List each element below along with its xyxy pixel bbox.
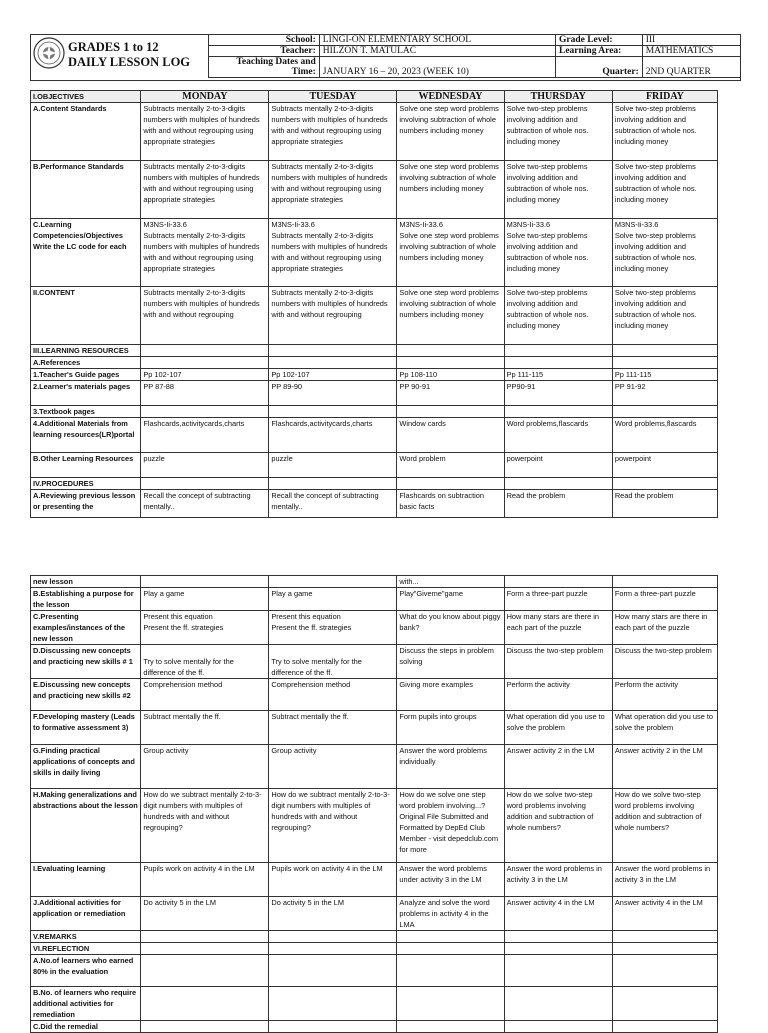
table-cell <box>269 357 397 369</box>
school-label: School: <box>209 35 320 46</box>
table-cell: How many stars are there in each part of the puzzle <box>504 611 612 645</box>
table-cell <box>397 406 504 418</box>
table-cell: Flashcards,activitycards,charts <box>141 418 269 453</box>
table-row <box>31 287 718 345</box>
row-label: C.Did the remedial <box>31 1021 141 1033</box>
table-row <box>31 490 718 518</box>
table-cell <box>269 955 397 987</box>
table-cell <box>397 931 504 943</box>
day-header-thursday: THURSDAY <box>504 91 612 103</box>
table-row <box>31 406 718 418</box>
table-cell <box>141 955 269 987</box>
table-row <box>31 931 718 943</box>
table-row <box>31 369 718 381</box>
table-cell: Form a three-part puzzle <box>504 588 612 611</box>
table-cell: M3NS-Ii-33.6 Subtracts mentally 2-to-3-digits numbers with multiples of hundreds with and without regrouping using appropriate strategies <box>269 219 397 287</box>
table-cell: Solve two-step problems involving addition and subtraction of whole nos. including money <box>612 103 717 161</box>
table-cell: Discuss the two-step problem <box>612 645 717 679</box>
table-row <box>31 987 718 1021</box>
row-label: VI.REFLECTION <box>31 943 141 955</box>
table-cell <box>269 406 397 418</box>
table-cell: How many stars are there in each part of the puzzle <box>612 611 717 645</box>
row-label: B.Other Learning Resources <box>31 453 141 478</box>
document-title <box>68 40 190 70</box>
row-label: B.Establishing a purpose for the lesson <box>31 588 141 611</box>
table-cell <box>612 406 717 418</box>
table-row <box>31 789 718 863</box>
table-row <box>31 381 718 406</box>
table-cell: How do we subtract mentally 2-to-3-digit numbers with multiples of hundreds with and without regrouping? <box>269 789 397 863</box>
table-cell <box>269 478 397 490</box>
learning-area-label: Learning Area: <box>555 46 642 57</box>
table-cell: Perform the activity <box>504 679 612 711</box>
table-cell: Subtracts mentally 2-to-3-digits numbers with multiples of hundreds with and without regrouping using appropriate strategies <box>269 161 397 219</box>
table-cell: Comprehension method <box>141 679 269 711</box>
table-cell: Present this equation Present the ff. strategies <box>269 611 397 645</box>
table-cell: Answer the word problems individually <box>397 745 504 789</box>
table-cell: PP 90-91 <box>397 381 504 406</box>
table-cell <box>397 478 504 490</box>
table-cell <box>141 1021 269 1033</box>
teacher-label: Teacher: <box>209 46 320 57</box>
table-cell: Pp 102-107 <box>141 369 269 381</box>
table-cell: Form pupils into groups <box>397 711 504 745</box>
table-row <box>31 679 718 711</box>
table-cell: How do we subtract mentally 2-to-3-digit numbers with multiples of hundreds with and without regrouping? <box>141 789 269 863</box>
table-cell <box>504 576 612 588</box>
table-cell: Answer activity 2 in the LM <box>612 745 717 789</box>
table-cell <box>141 478 269 490</box>
row-label: E.Discussing new concepts and practicing new skills #2 <box>31 679 141 711</box>
table-cell <box>141 406 269 418</box>
table-cell <box>612 357 717 369</box>
table-cell: Play a game <box>269 588 397 611</box>
table-cell: Try to solve mentally for the difference of the ff. <box>141 645 269 679</box>
table-cell <box>612 478 717 490</box>
table-cell: Form a three-part puzzle <box>612 588 717 611</box>
table-cell: Subtracts mentally 2-to-3-digits numbers with multiples of hundreds with and without regrouping using appropriate strategies <box>141 161 269 219</box>
table-cell: Solve one step word problems involving subtraction of whole numbers including money <box>397 103 504 161</box>
table-row <box>31 345 718 357</box>
row-label: H.Making generalizations and abstractions about the lesson <box>31 789 141 863</box>
table-cell <box>504 955 612 987</box>
table-row <box>31 943 718 955</box>
row-label: D.Discussing new concepts and practicing new skills # 1 <box>31 645 141 679</box>
table-cell <box>141 345 269 357</box>
row-label: A.Reviewing previous lesson or presenting the <box>31 490 141 518</box>
table-cell: Pp 108-110 <box>397 369 504 381</box>
day-header-tuesday: TUESDAY <box>269 91 397 103</box>
table-row <box>31 955 718 987</box>
table-cell <box>612 1021 717 1033</box>
table-cell: PP 89-90 <box>269 381 397 406</box>
table-cell: Read the problem <box>504 490 612 518</box>
table-row <box>31 478 718 490</box>
row-label: A.References <box>31 357 141 369</box>
table-cell: Subtracts mentally 2-to-3-digits numbers with multiples of hundreds with and without regrouping <box>269 287 397 345</box>
table-cell <box>397 987 504 1021</box>
table-row <box>31 745 718 789</box>
table-cell <box>397 357 504 369</box>
row-label: G.Finding practical applications of concepts and skills in daily living <box>31 745 141 789</box>
lesson-table-page1 <box>30 90 718 518</box>
table-row <box>31 103 718 161</box>
table-cell: Play"Giveme"game <box>397 588 504 611</box>
table-cell: PP 91-92 <box>612 381 717 406</box>
table-cell: What do you know about piggy bank? <box>397 611 504 645</box>
dll-header <box>30 34 741 81</box>
table-cell: Word problems,flascards <box>504 418 612 453</box>
table-cell: Solve two-step problems involving addition and subtraction of whole nos. including money <box>504 287 612 345</box>
table-cell <box>612 576 717 588</box>
day-header-monday: MONDAY <box>141 91 269 103</box>
table-cell: Answer activity 4 in the LM <box>612 897 717 931</box>
table-cell: Comprehension method <box>269 679 397 711</box>
table-cell: Answer the word problems under activity 3 in the LM <box>397 863 504 897</box>
table-cell: Solve two-step problems involving addition and subtraction of whole nos. including money <box>504 161 612 219</box>
table-cell <box>269 931 397 943</box>
table-cell: M3NS-Ii-33.6 Solve one step word problems involving subtraction of whole numbers including money <box>397 219 504 287</box>
table-row <box>31 1021 718 1033</box>
table-cell: Answer the word problems in activity 3 in the LM <box>612 863 717 897</box>
grade-level-value: III <box>642 35 740 46</box>
table-cell: puzzle <box>141 453 269 478</box>
table-cell: What operation did you use to solve the problem <box>504 711 612 745</box>
table-row <box>31 576 718 588</box>
row-label: C.Learning Competencies/Objectives Write the LC code for each <box>31 219 141 287</box>
table-cell <box>269 943 397 955</box>
table-cell: Try to solve mentally for the difference of the ff. <box>269 645 397 679</box>
table-cell: Discuss the two-step problem <box>504 645 612 679</box>
table-row <box>31 219 718 287</box>
table-cell: Solve two-step problems involving addition and subtraction of whole nos. including money <box>612 161 717 219</box>
row-label: 3.Textbook pages <box>31 406 141 418</box>
table-cell: Pupils work on activity 4 in the LM <box>269 863 397 897</box>
table-row <box>31 897 718 931</box>
table-cell <box>397 345 504 357</box>
table-cell <box>141 931 269 943</box>
table-cell <box>612 943 717 955</box>
table-cell <box>269 576 397 588</box>
table-cell: Word problems,flascards <box>612 418 717 453</box>
table-cell: Play a game <box>141 588 269 611</box>
row-label: II.CONTENT <box>31 287 141 345</box>
table-cell: Solve one step word problems involving subtraction of whole numbers including money <box>397 287 504 345</box>
table-cell <box>612 955 717 987</box>
table-cell: How do we solve one step word problem involving...? Original File Submitted and Formatted by DepEd Club Member - visit depedclub.com for more <box>397 789 504 863</box>
table-cell: Discuss the steps in problem solving <box>397 645 504 679</box>
table-cell: Pupils work on activity 4 in the LM <box>141 863 269 897</box>
table-cell: What operation did you use to solve the problem <box>612 711 717 745</box>
table-cell: Perform the activity <box>612 679 717 711</box>
table-cell: How do we solve two-step word problems involving addition and subtraction of whole numbers? <box>504 789 612 863</box>
table-cell: Answer activity 2 in the LM <box>504 745 612 789</box>
lesson-table-page2 <box>30 575 718 1033</box>
table-cell: Group activity <box>141 745 269 789</box>
table-cell: Flashcards,activitycards,charts <box>269 418 397 453</box>
table-cell: Flashcards on subtraction basic facts <box>397 490 504 518</box>
row-label: 1.Teacher's Guide pages <box>31 369 141 381</box>
table-cell: Solve two-step problems involving addition and subtraction of whole nos. including money <box>612 287 717 345</box>
table-row <box>31 453 718 478</box>
table-cell: How do we solve two-step word problems involving addition and subtraction of whole numbers? <box>612 789 717 863</box>
table-cell: M3NS-Ii-33.6 Solve two-step problems involving addition and subtraction of whole nos. including money <box>504 219 612 287</box>
table-row <box>31 418 718 453</box>
table-cell <box>397 943 504 955</box>
table-cell: Answer the word problems in activity 3 in the LM <box>504 863 612 897</box>
day-header-wednesday: WEDNESDAY <box>397 91 504 103</box>
row-label: IV.PROCEDURES <box>31 478 141 490</box>
row-label: A.No.of learners who earned 80% in the evaluation <box>31 955 141 987</box>
table-cell: PP90-91 <box>504 381 612 406</box>
table-cell <box>504 943 612 955</box>
row-label: new lesson <box>31 576 141 588</box>
table-cell: Subtract mentally the ff. <box>269 711 397 745</box>
header-info-table <box>208 34 741 78</box>
quarter-label: Quarter: <box>555 57 642 78</box>
objectives-header: I.OBJECTIVES <box>31 91 141 103</box>
table-cell <box>397 1021 504 1033</box>
table-cell <box>612 345 717 357</box>
quarter-value: 2ND QUARTER <box>642 57 740 78</box>
row-label: 4.Additional Materials from learning resources(LR)portal <box>31 418 141 453</box>
row-label: J.Additional activities for application or remediation <box>31 897 141 931</box>
table-row <box>31 711 718 745</box>
table-cell: Pp 111-115 <box>504 369 612 381</box>
row-label: B.No. of learners who require additional activities for remediation <box>31 987 141 1021</box>
table-cell <box>504 357 612 369</box>
table-cell: Do activity 5 in the LM <box>269 897 397 931</box>
table-cell: Recall the concept of subtracting mentally.. <box>141 490 269 518</box>
table-cell: Word problem <box>397 453 504 478</box>
row-label: F.Developing mastery (Leads to formative assessment 3) <box>31 711 141 745</box>
table-cell: Pp 111-115 <box>612 369 717 381</box>
row-label: III.LEARNING RESOURCES <box>31 345 141 357</box>
row-label: B.Performance Standards <box>31 161 141 219</box>
table-row <box>31 645 718 679</box>
table-row <box>31 863 718 897</box>
table-cell: Subtracts mentally 2-to-3-digits numbers with multiples of hundreds with and without regrouping <box>141 287 269 345</box>
table-cell <box>141 357 269 369</box>
table-cell: Recall the concept of subtracting mentally.. <box>269 490 397 518</box>
table-cell: Window cards <box>397 418 504 453</box>
table-cell: Group activity <box>269 745 397 789</box>
table-cell: with... <box>397 576 504 588</box>
row-label: 2.Learner's materials pages <box>31 381 141 406</box>
table-cell: puzzle <box>269 453 397 478</box>
table-cell <box>269 987 397 1021</box>
table-cell <box>504 931 612 943</box>
table-cell <box>504 1021 612 1033</box>
dates-label: Teaching Dates and Time: <box>209 57 320 78</box>
row-label: A.Content Standards <box>31 103 141 161</box>
school-value: LINGI-ON ELEMENTARY SCHOOL <box>319 35 555 46</box>
teacher-value: HILZON T. MATULAC <box>319 46 555 57</box>
table-cell: Pp 102-107 <box>269 369 397 381</box>
table-cell: Solve one step word problems involving subtraction of whole numbers including money <box>397 161 504 219</box>
table-cell: powerpoint <box>612 453 717 478</box>
day-header-friday: FRIDAY <box>612 91 717 103</box>
dates-value: JANUARY 16 – 20, 2023 (WEEK 10) <box>319 57 555 78</box>
table-cell <box>269 1021 397 1033</box>
table-cell: Subtracts mentally 2-to-3-digits numbers with multiples of hundreds with and without regrouping using appropriate strategies <box>269 103 397 161</box>
row-label: I.Evaluating learning <box>31 863 141 897</box>
table-cell <box>612 987 717 1021</box>
row-label: C.Presenting examples/instances of the new lesson <box>31 611 141 645</box>
table-cell: powerpoint <box>504 453 612 478</box>
row-label: V.REMARKS <box>31 931 141 943</box>
table-cell: Do activity 5 in the LM <box>141 897 269 931</box>
table-cell <box>504 478 612 490</box>
learning-area-value: MATHEMATICS <box>642 46 740 57</box>
table-cell: M3NS-Ii-33.6 Subtracts mentally 2-to-3-digits numbers with multiples of hundreds with and without regrouping using appropriate strategies <box>141 219 269 287</box>
title-line-1: GRADES 1 to 12 <box>68 40 159 54</box>
table-cell <box>612 931 717 943</box>
table-cell: PP 87-88 <box>141 381 269 406</box>
table-cell: M3NS-Ii-33.6 Solve two-step problems involving addition and subtraction of whole nos. including money <box>612 219 717 287</box>
table-cell <box>397 955 504 987</box>
table-row <box>31 611 718 645</box>
table-cell <box>141 987 269 1021</box>
table-cell: Subtract mentally the ff. <box>141 711 269 745</box>
title-line-2: DAILY LESSON LOG <box>68 55 191 69</box>
table-row <box>31 357 718 369</box>
grade-level-label: Grade Level: <box>555 35 642 46</box>
table-cell: Answer activity 4 in the LM <box>504 897 612 931</box>
table-cell <box>504 345 612 357</box>
table-cell <box>504 406 612 418</box>
table-cell <box>141 576 269 588</box>
table-cell: Subtracts mentally 2-to-3-digits numbers with multiples of hundreds with and without regrouping using appropriate strategies <box>141 103 269 161</box>
table-cell: Present this equation Present the ff. strategies <box>141 611 269 645</box>
table-row <box>31 161 718 219</box>
table-row <box>31 588 718 611</box>
table-cell <box>504 987 612 1021</box>
table-cell: Solve two-step problems involving addition and subtraction of whole nos. including money <box>504 103 612 161</box>
table-cell <box>141 943 269 955</box>
table-cell: Giving more examples <box>397 679 504 711</box>
deped-seal-icon <box>33 37 65 69</box>
table-cell: Analyze and solve the word problems in activity 4 in the LMA <box>397 897 504 931</box>
table-cell <box>269 345 397 357</box>
table-cell: Read the problem <box>612 490 717 518</box>
